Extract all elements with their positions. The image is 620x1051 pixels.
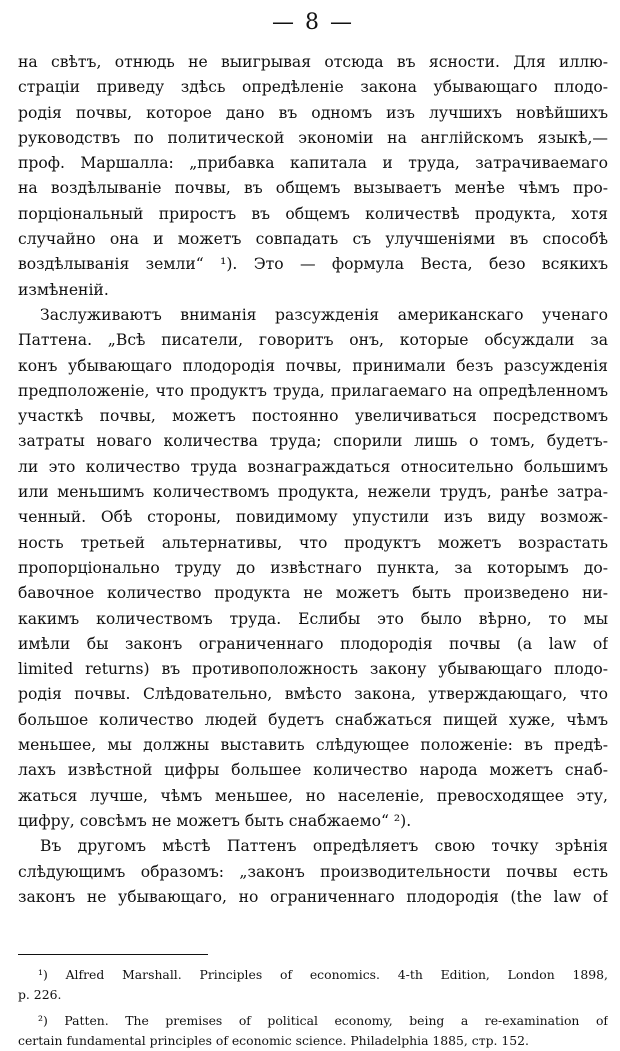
footnote-divider [18,954,208,955]
paragraph-2 [18,303,608,834]
footnotes [18,965,608,1051]
text-line: измѣненій. [18,280,109,299]
footnote-line: p. 226. [18,987,62,1003]
footnote-line: certain fundamental principles of economic science. Philadelphia 1885, стр. 152. [18,1033,529,1049]
paragraph-1 [18,50,608,303]
text-line: limited returns) въ противоположность закону убывающаго плодо- [18,660,608,679]
text-line: Въ другомъ мѣстѣ Паттенъ опредѣляетъ свою точку зрѣнія [40,837,608,856]
text-line: ченный. Обѣ стороны, повидимому упустили изъ виду возмож- [18,508,608,527]
text-line: родія почвы. Слѣдовательно, вмѣсто закона, утверждающаго, что [18,685,608,704]
text-line: Заслуживаютъ вниманія разсужденія американскаго ученаго [40,305,608,324]
text-line: участкѣ почвы, можетъ постоянно увеличиваться посредствомъ [18,407,608,426]
footnote-line: ²) Patten. The premises of political economy, being a re-examination of [38,1013,608,1029]
text-line: жаться лучше, чѣмъ меньшее, но населеніе, превосходящее эту, [18,786,608,805]
text-line: какимъ количествомъ труда. Еслибы это было вѣрно, то мы [18,609,608,628]
text-line: ность третьей альтернативы, что продуктъ можетъ возрастать [18,533,608,552]
text-line: бавочное количество продукта не можетъ быть произведено ни- [18,584,608,603]
text-line: или меньшимъ количествомъ продукта, нежели трудъ, ранѣе затра- [18,483,608,502]
text-line: ли это количество труда вознаграждаться относительно большимъ [18,457,608,476]
text-line: порціональный приростъ въ общемъ количествѣ продукта, хотя [18,204,608,223]
page-number: — 8 — [272,10,354,35]
text-line: конъ убывающаго плодородія почвы, принимали безъ разсужденія [18,356,608,375]
text-line: большое количество людей будетъ снабжаться пищей хуже, чѣмъ [18,710,608,729]
text-line: воздѣлыванія земли“ ¹). Это — формула Веста, безо всякихъ [18,255,608,274]
footnote-2 [18,1011,608,1051]
text-line: Паттена. „Всѣ писатели, говоритъ онъ, которые обсуждали за [18,331,608,350]
text-line: на воздѣлываніе почвы, въ общемъ вызываетъ менѣе чѣмъ про- [18,179,608,198]
text-line: страціи приведу здѣсь опредѣленіе закона убывающаго плодо- [18,78,608,97]
footnote-1 [18,965,608,1005]
footnote-line: ¹) Alfred Marshall. Principles of economics. 4-th Edition, London 1898, [38,967,608,983]
text-line: имѣли бы законъ ограниченнаго плодородія почвы (a law of [18,634,608,653]
text-line: слѣдующимъ образомъ: „законъ производительности почвы есть [18,862,608,881]
text-line: пропорціонально труду до извѣстнаго пункта, за которымъ до- [18,558,608,577]
body-text [18,50,608,910]
text-line: лахъ извѣстной цифры большее количество народа можетъ снаб- [18,761,608,780]
text-line: законъ не убывающаго, но ограниченнаго плодородія (the law of [18,887,608,906]
text-line: затраты новаго количества труда; спорили лишь о томъ, будетъ- [18,432,608,451]
text-line: предположеніе, что продуктъ труда, прилагаемаго на опредѣленномъ [18,381,608,400]
paragraph-3 [18,834,608,910]
text-line: на свѣтъ, отнюдь не выигрывая отсюда въ ясности. Для иллю- [18,53,608,71]
text-line: случайно она и можетъ совпадать съ улучшеніями въ способѣ [18,230,608,249]
text-line: меньшее, мы должны выставить слѣдующее положеніе: въ предѣ- [18,736,608,755]
text-line: родія почвы, которое дано въ одномъ изъ лучшихъ новѣйшихъ [18,103,608,122]
text-line: руководствъ по политической экономіи на англійскомъ языкѣ,— [18,128,608,147]
text-line: проф. Маршалла: „прибавка капитала и труда, затрачиваемаго [18,154,608,173]
text-line: цифру, совсѣмъ не можетъ быть снабжаемо“ ²). [18,811,412,830]
